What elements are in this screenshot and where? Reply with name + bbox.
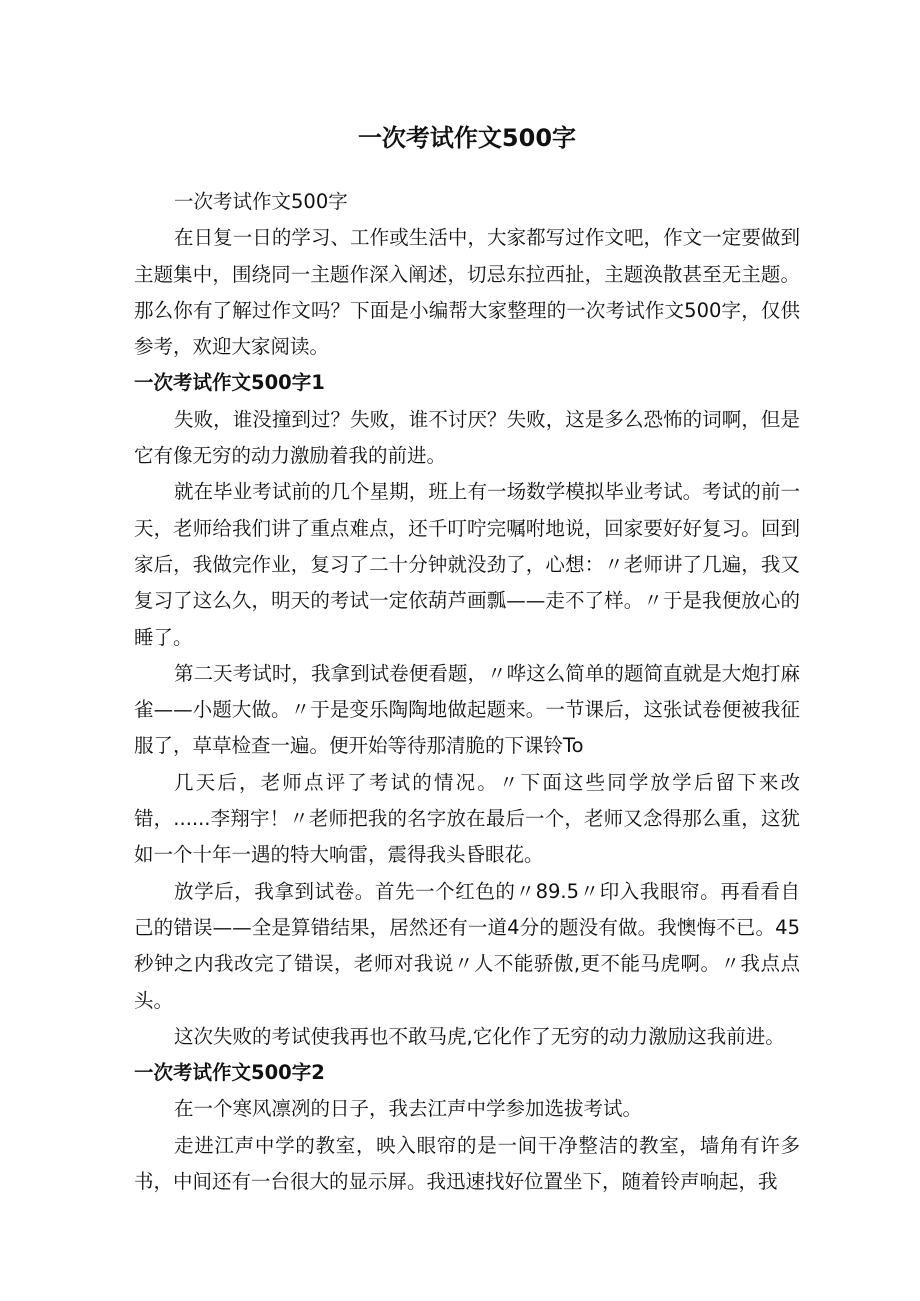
paragraph: 在一个寒风凛冽的日子，我去江声中学参加选拔考试。 xyxy=(174,1097,643,1121)
paragraph: 几天后，老师点评了考试的情况。〃下面这些同学放学后留下来改错，......李翔宇！〃老师把我的名字放在最后一个，老师又念得那么重，这犹如一个十年一遇的特大响雷，震得我头昏眼花。 xyxy=(134,770,800,867)
paragraph: 放学后，我拿到试卷。首先一个红色的〃89.5〃印入我眼帘。再看看自己的错误——全是算错结果，居然还有一道4分的题没有做。我懊悔不已。45秒钟之内我改完了错误，老师对我说〃人不能骄傲,更不能马虎啊。〃我点点头。 xyxy=(134,879,800,1012)
section-heading: 一次考试作文500字1 xyxy=(134,371,325,395)
paragraph: 在日复一日的学习、工作或生活中，大家都写过作文吧，作文一定要做到主题集中，围绕同一主题作深入阐述，切忌东拉西扯，主题涣散甚至无主题。那么你有了解过作文吗？下面是小编帮大家整理的一次考试作文500字，仅供参考，欢迎大家阅读。 xyxy=(134,226,800,359)
paragraph: 一次考试作文500字 xyxy=(174,190,348,213)
document-page xyxy=(134,118,800,1200)
paragraph: 第二天考试时，我拿到试卷便看题，〃哗这么简单的题简直就是大炮打麻雀——小题大做。〃于是变乐陶陶地做起题来。一节课后，这张试卷便被我征服了，草草检查一遍。便开始等待那清脆的下课铃To xyxy=(134,661,800,758)
paragraph: 这次失败的考试使我再也不敢马虎,它化作了无穷的动力激励这我前进。 xyxy=(174,1024,785,1048)
paragraph: 失败，谁没撞到过？失败，谁不讨厌？失败，这是多么恐怖的词啊，但是它有像无穷的动力激励着我的前进。 xyxy=(134,407,800,468)
paragraph: 走进江声中学的教室，映入眼帘的是一间干净整洁的教室，墙角有许多书，中间还有一台很大的显示屏。我迅速找好位置坐下，随着铃声响起，我 xyxy=(134,1133,800,1194)
document-title: 一次考试作文500字 xyxy=(357,124,577,152)
paragraph: 就在毕业考试前的几个星期，班上有一场数学模拟毕业考试。考试的前一天，老师给我们讲了重点难点，还千叮咛完嘱咐地说，回家要好好复习。回到家后，我做完作业，复习了二十分钟就没劲了，心想：〃老师讲了几遍，我又复习了这么久，明天的考试一定依葫芦画瓢——走不了样。〃于是我便放心的睡了。 xyxy=(134,480,800,649)
document-body xyxy=(134,184,800,1200)
section-heading: 一次考试作文500字2 xyxy=(134,1061,325,1085)
